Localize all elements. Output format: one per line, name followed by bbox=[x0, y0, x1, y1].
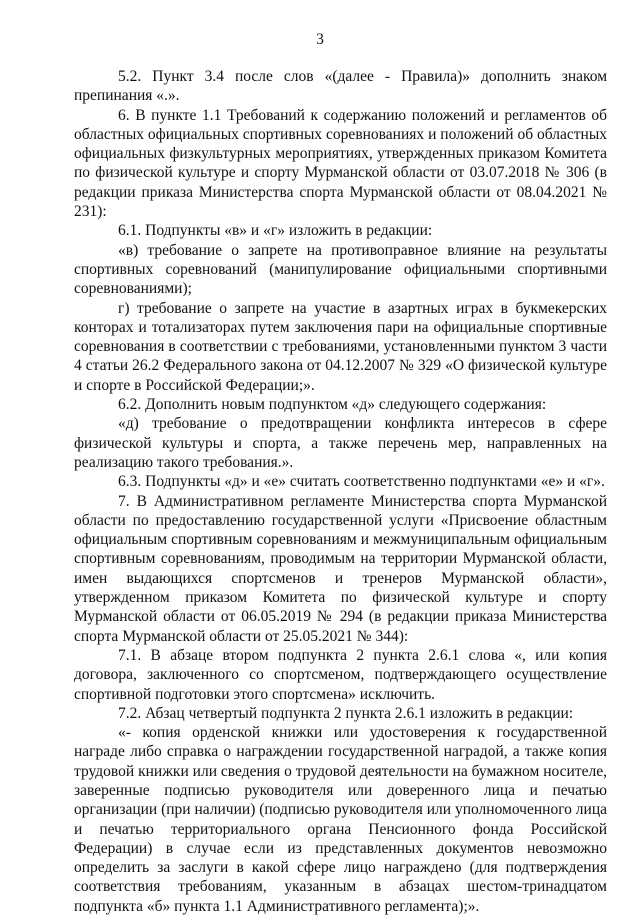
paragraph-5-2: 5.2. Пункт 3.4 после слов «(далее - Правила)» дополнить знаком препинания «.». bbox=[74, 68, 607, 105]
paragraph-6-1-g: г) требование о запрете на участие в азартных играх в букмекерских конторах и тотализаторах путем заключения пари на официальные спортивные соревнования в соответствии с требованиями, установленными пунктом 3 части 4 статьи 26.2 Федерального закона от 04.12.2007 № 329 «О физической культуре и спорте в Российской Федерации;». bbox=[74, 299, 607, 394]
paragraph-6-1: 6.1. Подпункты «в» и «г» изложить в редакции: bbox=[118, 222, 433, 240]
paragraph-6: 6. В пункте 1.1 Требований к содержанию положений и регламентов об областных официальных спортивных соревнованиях и положений об областных официальных физкультурных мероприятиях, утвержденных приказом Комитета по физической культуре и спорту Мурманской области от 03.07.2018 № 306 (в редакции приказа Министерства спорта Мурманской области от 08.04.2021 № 231): bbox=[74, 106, 607, 221]
paragraph-7-2-text: «- копия орденской книжки или удостоверения к государственной награде либо справка о награждении государственной наградой, а также копия трудовой книжки или сведения о трудовой деятельности на бумажном носителе, заверенные подписью руководителя или доверенного лица и печатью организации (при наличии) (подписью руководителя или уполномоченного лица и печатью территориального органа Пенсионного фонда Российской Федерации) в случае если из представленных документов невозможно определить за заслуги в какой сфере лицо награждено (для подтверждения соответствия требованиям, указанным в абзацах шестом-тринадцатом подпункта «б» пункта 1.1 Административного регламента);». bbox=[74, 724, 607, 915]
page-number: 3 bbox=[316, 31, 324, 48]
document-body bbox=[74, 67, 607, 916]
paragraph-7-2: 7.2. Абзац четвертый подпункта 2 пункта 2.6.1 изложить в редакции: bbox=[118, 704, 574, 722]
paragraph-7-1: 7.1. В абзаце втором подпункта 2 пункта 2.6.1 слова «, или копия договора, заключенного со спортсменом, подтверждающего осуществление спортивной подготовки этого спортсмена» исключить. bbox=[74, 646, 607, 703]
paragraph-6-2-d: «д) требование о предотвращении конфликта интересов в сфере физической культуры и спорта, а также перечень мер, направленных на реализацию такого требования.». bbox=[74, 415, 607, 471]
paragraph-7: 7. В Административном регламенте Министерства спорта Мурманской области по предоставлению государственной услуги «Присвоение областным официальным спортивным соревнованиям и межмуниципальным официальным спортивным соревнованиям, проводимым на территории Мурманской области, имен выдающихся спортсменов и тренеров Мурманской области», утвержденном приказом Комитета по физической культуре и спорту Мурманской области от 06.05.2019 № 294 (в редакции приказа Министерства спорта Мурманской области от 25.05.2021 № 344): bbox=[74, 492, 607, 645]
paragraph-6-3: 6.3. Подпункты «д» и «е» считать соответственно подпунктами «е» и «г». bbox=[118, 473, 605, 491]
paragraph-6-2: 6.2. Дополнить новым подпунктом «д» следующего содержания: bbox=[118, 396, 547, 414]
paragraph-6-1-v: «в) требование о запрете на противоправное влияние на результаты спортивных соревнований (манипулирование официальными спортивными соревнованиями); bbox=[74, 241, 607, 298]
